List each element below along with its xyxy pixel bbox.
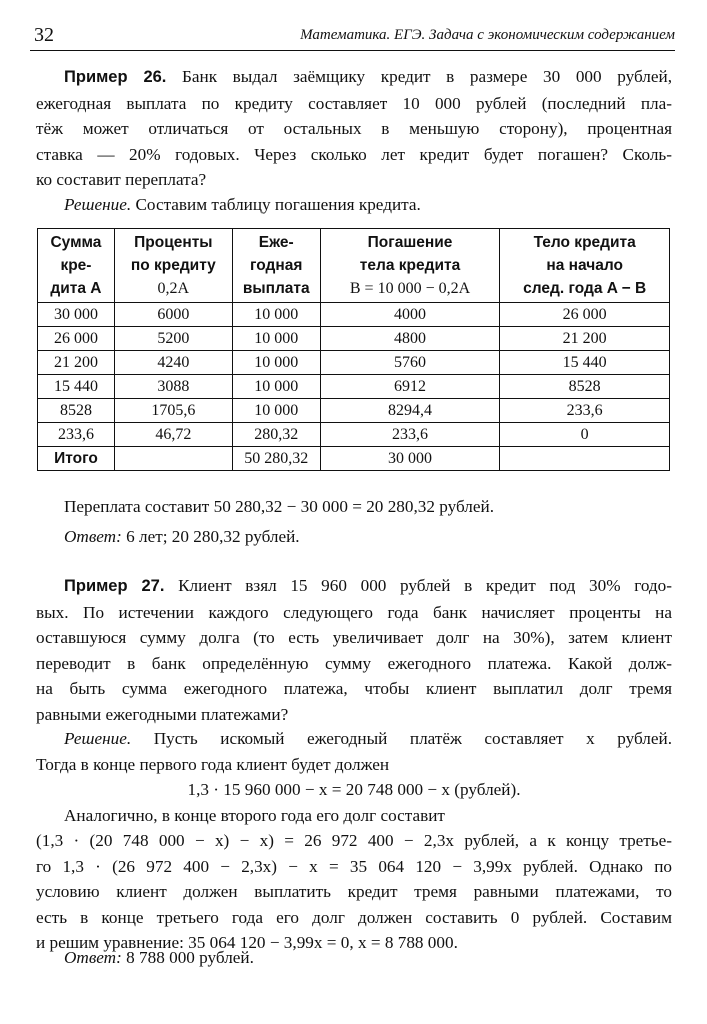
solution-line: (1,3 · (20 748 000 − x) − x) = 26 972 400 − 2,3x рублей, а к концу третье- xyxy=(36,831,672,850)
example-27-solution: Решение. Пусть искомый ежегодный платёж составляет x рублей. Тогда в конце первого года клиент будет должен 1,3 · 15 960 000 − x = 20 748 000 − x (рублей). Аналогично, в конце второго года его долг составит (1,3 · (20 748 000 − x) − x) = 26 972 400 − 2,3x рублей, а к концу третье- го 1,3 · (26 972 400 − 2,3x) − x = 35 064 120 − 3,99x рублей. Однако по условию клиент должен выплатить кредит тремя равными платежами, то есть в конце третьего года его долг должен составить 0 рублей. Составим и решим уравнение: 35 064 120 − 3,99x = 0, x = 8 788 000. xyxy=(36,726,672,956)
table-cell: 3088 xyxy=(114,375,232,399)
table-cell: 8294,4 xyxy=(320,399,500,423)
example-label: Пример 27. xyxy=(64,577,165,595)
solution-line: условию клиент должен выплатить кредит тремя равными платежами, то xyxy=(36,882,672,901)
table-row xyxy=(38,351,670,375)
table-cell: 10 000 xyxy=(232,351,320,375)
example-27-answer: Ответ: 8 788 000 рублей. xyxy=(64,948,254,967)
table-cell: 8528 xyxy=(500,375,670,399)
example-label: Пример 26. xyxy=(64,68,167,86)
table-cell: 21 200 xyxy=(500,327,670,351)
table-cell: 6912 xyxy=(320,375,500,399)
column-header: Тело кредита на начало след. года A − B xyxy=(500,229,670,303)
answer-label: Ответ: xyxy=(64,948,122,967)
table-row xyxy=(38,375,670,399)
table-row xyxy=(38,303,670,327)
solution-line: Аналогично, в конце второго года его долг составит xyxy=(64,805,445,825)
table-cell: 15 440 xyxy=(38,375,115,399)
table-row xyxy=(38,399,670,423)
solution-line: Тогда в конце первого года клиент будет должен xyxy=(36,754,390,774)
column-header: Еже- годная выплата xyxy=(232,229,320,303)
table-cell: 4240 xyxy=(114,351,232,375)
total-principal: 30 000 xyxy=(320,447,500,471)
table-header-row xyxy=(38,229,670,303)
formula-line: 1,3 · 15 960 000 − x = 20 748 000 − x (рублей). xyxy=(187,780,521,799)
table-row xyxy=(38,423,670,447)
table-cell: 10 000 xyxy=(232,327,320,351)
table-cell: 1705,6 xyxy=(114,399,232,423)
example-26-answer: Ответ: 6 лет; 20 280,32 рублей. xyxy=(64,527,300,546)
statement-line: вых. По истечении каждого следующего года банк начисляет проценты на xyxy=(36,602,672,622)
statement-line: ко составит переплата? xyxy=(36,170,207,189)
table-cell: 233,6 xyxy=(500,399,670,423)
statement-line: равными ежегодными платежами? xyxy=(36,704,289,724)
table-row xyxy=(38,327,670,351)
table-cell: 6000 xyxy=(114,303,232,327)
total-payments: 50 280,32 xyxy=(232,447,320,471)
table-cell: 5760 xyxy=(320,351,500,375)
solution-line: го 1,3 · (26 972 400 − 2,3x) − x = 35 064 120 − 3,99x рублей. Однако по xyxy=(36,856,672,876)
total-label: Итого xyxy=(38,447,115,471)
solution-label: Решение. xyxy=(64,729,132,748)
table-cell: 10 000 xyxy=(232,399,320,423)
table-cell: 4800 xyxy=(320,327,500,351)
table-cell: 15 440 xyxy=(500,351,670,375)
book-title: Математика. ЕГЭ. Задача с экономическим содержанием xyxy=(300,27,675,43)
running-header xyxy=(30,18,675,51)
column-header: Проценты по кредиту 0,2A xyxy=(114,229,232,303)
example-27-statement xyxy=(36,573,672,727)
table-total-row xyxy=(38,447,670,471)
statement-line: оставшуюся сумму долга (то есть увеличивает долг на 30%), затем клиент xyxy=(36,628,672,647)
statement-line: ежегодная выплата по кредиту составляет 10 000 рублей (последний пла- xyxy=(36,93,672,113)
table-cell: 0 xyxy=(500,423,670,447)
table-cell: 10 000 xyxy=(232,375,320,399)
table-cell: 233,6 xyxy=(38,423,115,447)
column-header: Погашение тела кредита B = 10 000 − 0,2A xyxy=(320,229,500,303)
statement-line: на быть сумма ежегодного платежа, чтобы клиент выплатил долг тремя xyxy=(36,679,672,698)
table-cell: 233,6 xyxy=(320,423,500,447)
table-cell: 30 000 xyxy=(38,303,115,327)
solution-line: и решим уравнение: 35 064 120 − 3,99x = 0, x = 8 788 000. xyxy=(36,933,458,952)
table-cell: 10 000 xyxy=(232,303,320,327)
table-cell: 280,32 xyxy=(232,423,320,447)
loan-repayment-table xyxy=(37,228,670,471)
statement-line: ставка — 20% годовых. Через сколько лет кредит будет погашен? Сколь- xyxy=(36,144,672,164)
table-cell: 4000 xyxy=(320,303,500,327)
solution-line: есть в конце третьего года его долг должен составить 0 рублей. Составим xyxy=(36,907,672,927)
example-26-statement xyxy=(36,64,672,193)
example-26-solution-intro: Решение. Составим таблицу погашения кредита. xyxy=(64,195,421,214)
answer-label: Ответ: xyxy=(64,527,122,546)
table-cell: 5200 xyxy=(114,327,232,351)
table-cell: 26 000 xyxy=(500,303,670,327)
overpayment-line: Переплата составит 50 280,32 − 30 000 = 20 280,32 рублей. xyxy=(64,497,495,516)
page-number: 32 xyxy=(34,24,54,46)
table-cell xyxy=(114,447,232,471)
solution-label: Решение. xyxy=(64,195,132,214)
statement-line: Пример 27. Клиент взял 15 960 000 рублей в кредит под 30% годо- xyxy=(64,576,672,595)
table-cell: 46,72 xyxy=(114,423,232,447)
table-cell: 21 200 xyxy=(38,351,115,375)
table-cell: 26 000 xyxy=(38,327,115,351)
statement-line: тёж может отличаться от остальных в меньшую сторону), процентная xyxy=(36,119,672,138)
statement-line: переводит в банк определённую сумму ежегодного платежа. Какой долж- xyxy=(36,653,672,673)
table-cell xyxy=(500,447,670,471)
statement-line: Пример 26. Банк выдал заёмщику кредит в размере 30 000 рублей, xyxy=(64,67,672,86)
table-cell: 8528 xyxy=(38,399,115,423)
column-header: Сумма кре- дита A xyxy=(38,229,115,303)
